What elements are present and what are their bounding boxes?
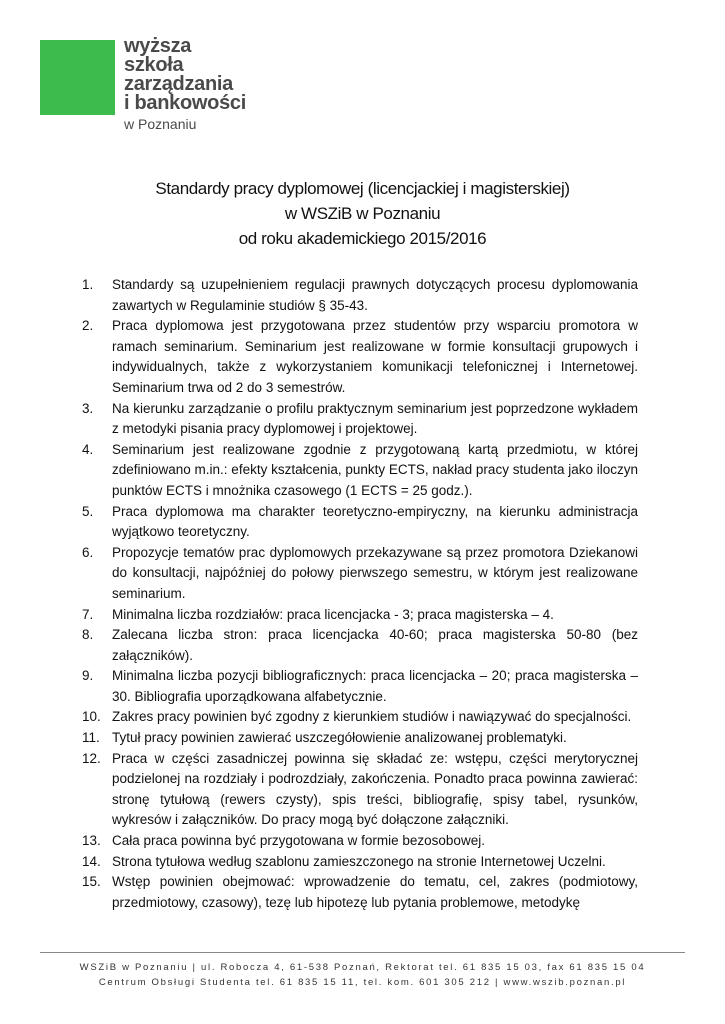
footer-contact-line: Centrum Obsługi Studenta tel. 61 835 15 11, tel. kom. 601 305 212 | www.wszib.poznan.pl — [98, 977, 627, 988]
list-item-4 — [82, 440, 638, 502]
title-line-1: Standardy pracy dyplomowej (licencjackiej i magisterskiej) — [155, 179, 570, 198]
logo-line-1: wyższa — [124, 35, 192, 57]
item-text: Zakres pracy powinien być zgodny z kierunkiem studiów i nawiązywać do specjalności. — [112, 709, 632, 725]
list-item-14 — [82, 852, 638, 873]
item-number: 12. — [82, 750, 101, 766]
title-line-2: w WSZiB w Poznaniu — [284, 204, 441, 223]
standards-list — [82, 275, 638, 913]
item-text: Na kierunku zarządzanie o profilu praktycznym seminarium jest poprzedzone wykładem z metodyki pisania pracy dyplomowej i projektowej. — [112, 400, 638, 437]
list-item-6 — [82, 543, 638, 605]
logo-green-square — [40, 40, 115, 115]
item-number: 2. — [82, 318, 94, 334]
item-number: 7. — [82, 606, 94, 622]
list-item-13 — [82, 831, 638, 852]
title-line-3: od roku akademickiego 2015/2016 — [238, 229, 487, 248]
university-logo — [40, 35, 246, 134]
item-number: 14. — [82, 853, 101, 869]
document-title — [0, 176, 725, 251]
item-text: Zalecana liczba stron: praca licencjacka 40-60; praca magisterska 50-80 (bez załączników). — [112, 627, 638, 663]
item-text: Propozycje tematów prac dyplomowych przekazywane są przez promotora Dziekanowi do konsultacji, najpóźniej do połowy pierwszego semestru, w którym jest realizowane seminarium. — [112, 544, 638, 601]
item-text: Minimalna liczba rozdziałów: praca licencjacka - 3; praca magisterska – 4. — [112, 606, 554, 622]
item-number: 5. — [82, 503, 94, 519]
list-item-1 — [82, 275, 638, 316]
item-number: 15. — [82, 874, 101, 890]
list-item-2 — [82, 316, 638, 398]
list-item-8 — [82, 625, 638, 666]
list-item-11 — [82, 728, 638, 749]
list-item-15 — [82, 872, 638, 913]
item-text: Cała praca powinna być przygotowana w formie bezosobowej. — [112, 833, 485, 849]
item-number: 10. — [82, 709, 101, 725]
list-item-3 — [82, 399, 638, 440]
list-item-5 — [82, 502, 638, 543]
item-number: 9. — [82, 668, 94, 684]
item-text: Strona tytułowa według szablonu zamieszczonego na stronie Internetowej Uczelni. — [112, 853, 606, 869]
list-item-10 — [82, 707, 638, 728]
list-item-9 — [82, 666, 638, 707]
item-number: 6. — [82, 544, 94, 560]
item-number: 8. — [82, 627, 94, 643]
item-text: Standardy są uzupełnieniem regulacji prawnych dotyczących procesu dyplomowania zawartych w Regulaminie studiów § 35-43. — [112, 277, 638, 313]
item-text: Praca w części zasadniczej powinna się składać ze: wstępu, części merytorycznej podzielonej na rozdziały i podrozdziały, zakończenia. Ponadto praca powinna zawierać: stronę tytułową (rewers czysty), spis treści, bibliografię, spisy tabel, rysunków, wykresów i załączników. Do pracy mogą być dołączone załączniki. — [112, 750, 638, 828]
list-item-7 — [82, 605, 638, 626]
logo-subtitle: w Poznaniu — [124, 116, 197, 132]
item-text: Praca dyplomowa jest przygotowana przez studentów przy wsparciu promotora w ramach seminarium. Seminarium jest realizowane w formie konsultacji grupowych i indywidualnych, także z wykorzystaniem komunikacji telefonicznej i Internetowej. Seminarium trwa od 2 do 3 semestrów. — [112, 318, 638, 395]
item-text: Seminarium jest realizowane zgodnie z przygotowaną kartą przedmiotu, w której zdefiniowano m.in.: efekty kształcenia, punkty ECTS, nakład pracy studenta jako iloczyn punktów ECTS i mnożnika czasowego (1 ECTS = 25 godz.). — [112, 441, 639, 498]
logo-line-4: i bankowości — [124, 92, 246, 114]
logo-line-2: szkoła — [124, 54, 184, 76]
footer-address-line: WSZiB w Poznaniu | ul. Robocza 4, 61-538 Poznań, Rektorat tel. 61 835 15 03, fax 61 835 15 04 — [79, 962, 646, 973]
item-number: 3. — [82, 400, 94, 416]
item-text: Minimalna liczba pozycji bibliograficznych: praca licencjacka – 20; praca magisterska – 30. Bibliografia uporządkowana alfabetycznie. — [112, 668, 638, 704]
logo-wordmark — [124, 37, 246, 134]
item-number: 13. — [82, 833, 101, 849]
footer-divider — [40, 952, 685, 953]
page-footer — [0, 960, 725, 990]
item-text: Tytuł pracy powinien zawierać uszczegółowienie analizowanej problematyki. — [112, 730, 567, 746]
logo-line-3: zarządzania — [124, 73, 233, 95]
item-text: Praca dyplomowa ma charakter teoretyczno-empiryczny, na kierunku administracja wyjątkowo teoretyczny. — [112, 503, 638, 540]
item-number: 11. — [82, 730, 100, 746]
list-item-12 — [82, 749, 638, 831]
item-number: 1. — [82, 277, 94, 292]
item-number: 4. — [82, 441, 94, 457]
item-text: Wstęp powinien obejmować: wprowadzenie do tematu, cel, zakres (podmiotowy, przedmiotowy, czasowy), tezę lub hipotezę lub pytania problemowe, metodykę — [112, 874, 638, 910]
